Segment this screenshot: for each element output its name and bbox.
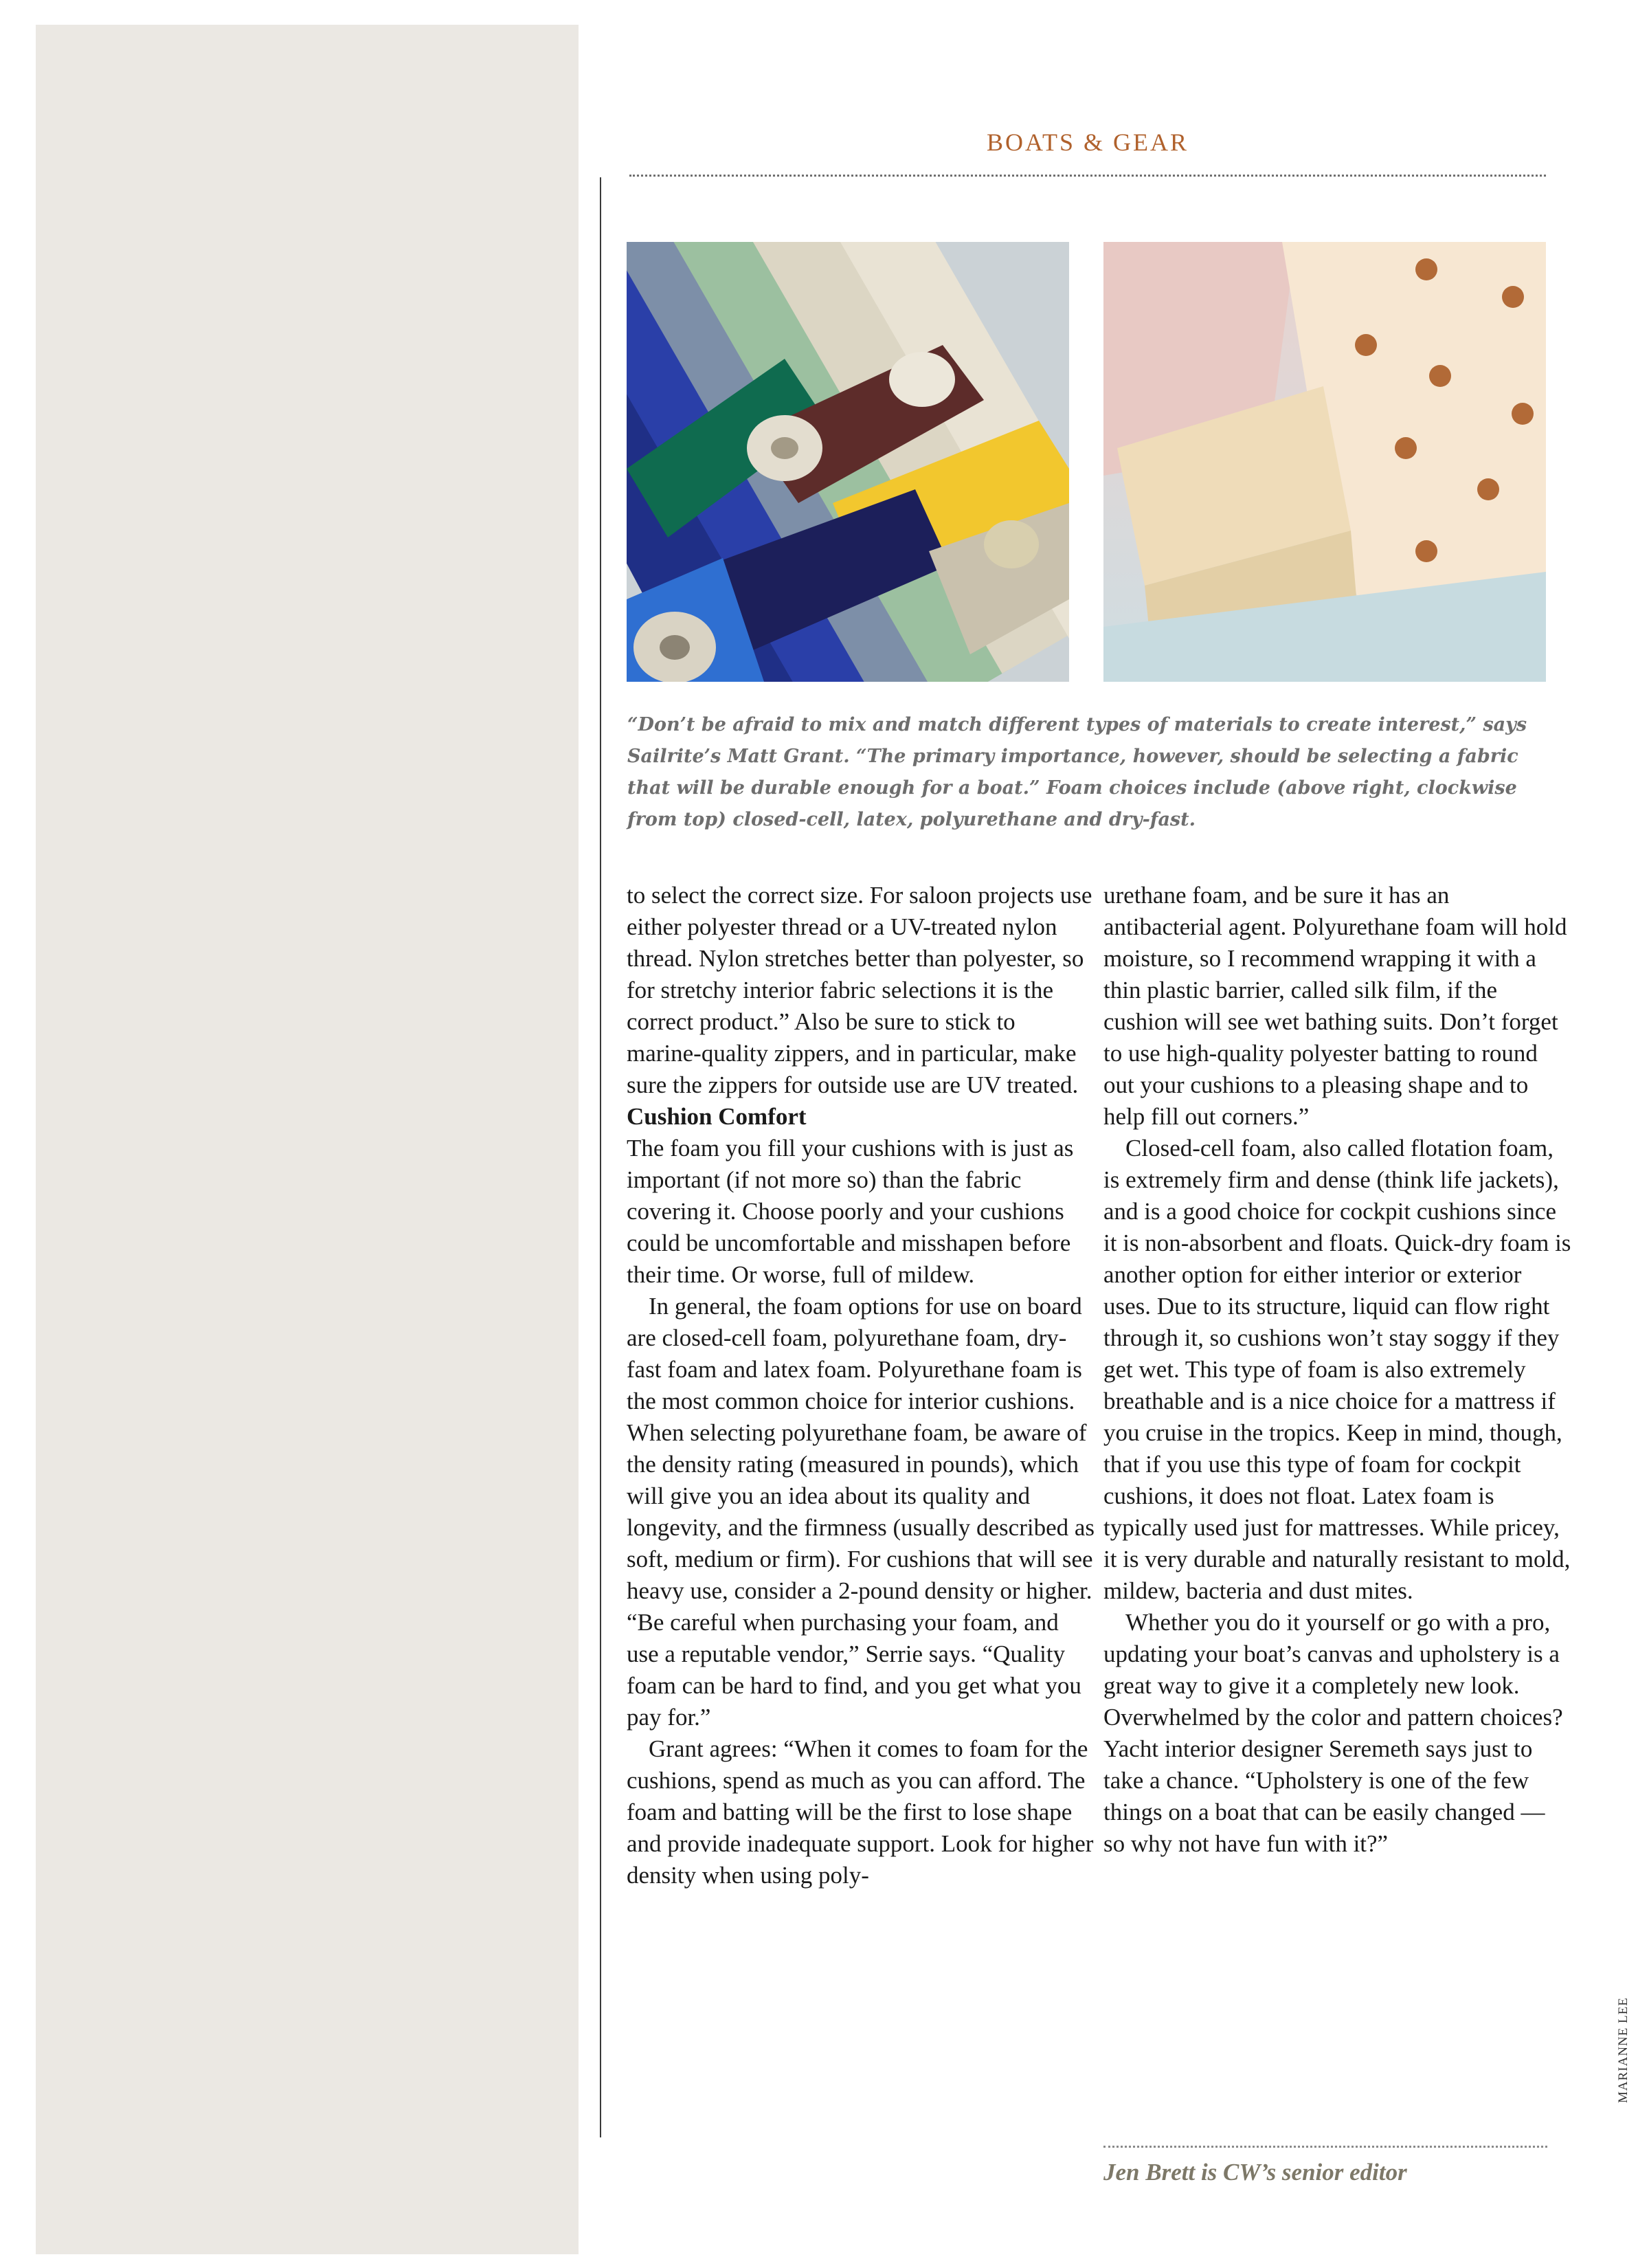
foam-samples-photo — [1103, 242, 1546, 682]
photo-credit: MARIANNE LEE — [1616, 1997, 1630, 2103]
body-paragraph: In general, the foam options for use on board are closed-cell foam, polyurethane foam, dry-fast foam and latex foam. Polyurethane foam is the most common choice for interior cushions. When selecting polyurethane foam, be aware of the density rating (measured in pounds), which will give you an idea about its quality and longevity, and the firmness (usually described as soft, medium or firm). For cushions that will see heavy use, consider a 2-pound density or higher. “Be careful when purchasing your foam, and use a reputable vendor,” Serrie says. “Quality foam can be hard to find, and you get what you pay for.” — [627, 1293, 1095, 1731]
section-heading: BOATS & GEAR — [986, 129, 1189, 156]
signoff-divider — [1103, 2146, 1547, 2148]
author-signoff: Jen Brett is CW’s senior editor — [1103, 2159, 1407, 2186]
body-paragraph: Whether you do it yourself or go with a pro, updating your boat’s canvas and upholstery is a great way to give it a completely new look. Overwhelmed by the color and pattern choices? Yacht interior designer Seremeth says just to take a chance. “Upholstery is one of the few things on a boat that can be easily changed — so why not have fun with it?” — [1103, 1609, 1563, 1857]
article-column-right — [1103, 880, 1572, 1860]
fabric-rolls-photo — [627, 242, 1069, 682]
body-paragraph: urethane foam, and be sure it has an antibacterial agent. Polyurethane foam will hold moisture, so I recommend wrapping it with a thin plastic barrier, called silk film, if the cushion will see wet bathing suits. Don’t forget to use high-quality polyester batting to round out your cushions to a pleasing shape and to help fill out corners.” — [1103, 882, 1567, 1130]
body-paragraph: to select the correct size. For saloon projects use either polyester thread or a UV-treated nylon thread. Nylon stretches better than polyester, so for stretchy interior fabric selections it is the correct product.” Also be sure to stick to marine-quality zippers, and in particular, make sure the zippers for outside use are UV treated. — [627, 882, 1092, 1098]
article-column-left — [627, 880, 1095, 1891]
subheading: Cushion Comfort — [627, 1103, 807, 1130]
heading-divider — [629, 175, 1546, 177]
photo-caption: “Don’t be afraid to mix and match different types of materials to create interest,” says Sailrite’s Matt Grant. “The primary importance, however, should be selecting a fabric that will be durable enough for a boat.” Foam choices include (above right, clockwise from top) closed-cell, latex, polyurethane and dry-fast. — [627, 714, 1527, 830]
body-paragraph: Closed-cell foam, also called flotation foam, is extremely firm and dense (think life jackets), and is a good choice for cockpit cushions since it is non-absorbent and floats. Quick-dry foam is another option for either interior or exterior uses. Due to its structure, liquid can flow right through it, so cushions won’t stay soggy if they get wet. This type of foam is also extremely breathable and is a nice choice for a mattress if you cruise in the tropics. Keep in mind, though, that if you use this type of foam for cockpit cushions, it does not float. Latex foam is typically used just for mattresses. While pricey, it is very durable and naturally resistant to mold, mildew, bacteria and dust mites. — [1103, 1135, 1571, 1604]
column-rule — [600, 177, 601, 2137]
body-paragraph: The foam you fill your cushions with is just as important (if not more so) than the fabric covering it. Choose poorly and your cushions could be uncomfortable and misshapen before their time. Or worse, full of mildew. — [627, 1135, 1074, 1288]
side-panel — [36, 25, 579, 2254]
body-paragraph: Grant agrees: “When it comes to foam for the cushions, spend as much as you can afford. The foam and batting will be the first to lose shape and provide inadequate support. Look for higher density when using poly- — [627, 1735, 1094, 1889]
